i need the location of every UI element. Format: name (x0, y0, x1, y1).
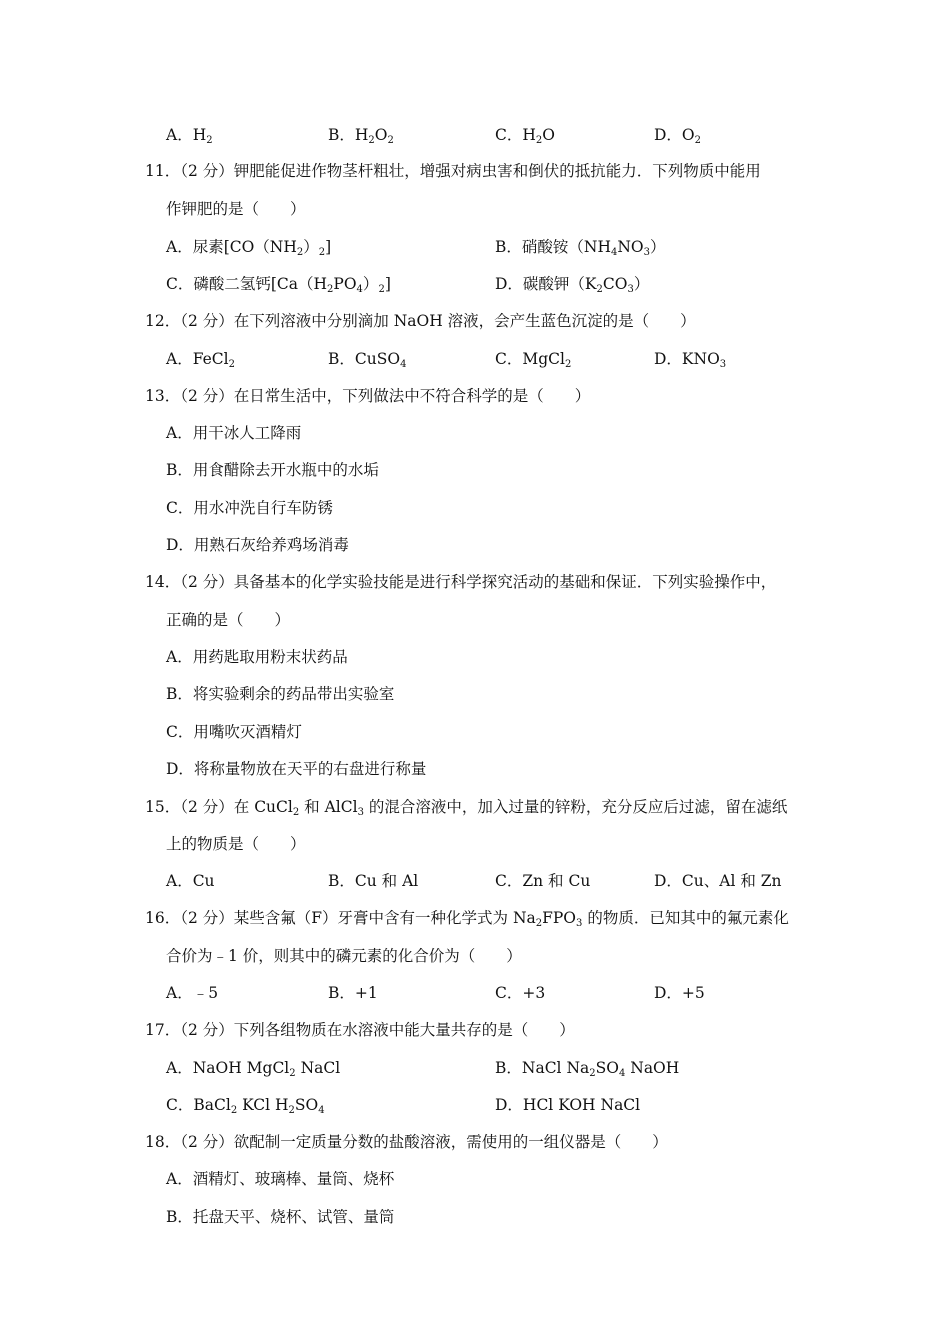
q17-option-c: C．BaCl$_2$ KCl $H_2SO_4$ (166, 1096, 325, 1116)
q15-option-a: A．Cu (166, 872, 215, 890)
q18-option-a: A．酒精灯、玻璃棒、量筒、烧杯 (166, 1170, 395, 1188)
q16-option-a: A．﹣5 (166, 984, 219, 1002)
q11-option-c: C．磷酸二氢钙$[Ca(H_2PO_4)_2]$ (166, 275, 391, 295)
q15-stem-line1: 15．（2 分）在 CuCl$_2$ 和 AlCl$_3$ 的混合溶液中，加入过量的锌粉，充分反应后过滤，留在滤纸 (145, 798, 788, 818)
q11-option-d: D．碳酸钾$(K_2CO_3)$ (495, 275, 650, 295)
q15-option-b: B．Cu 和 Al (328, 872, 419, 890)
q14-stem-line2: 正确的是（ ） (166, 611, 291, 629)
q17-option-d: D．HCl KOH NaCl (495, 1096, 641, 1114)
q11-option-a: A．尿素$[CO(NH_2)_2]$ (166, 238, 332, 258)
q14-option-b: B．将实验剩余的药品带出实验室 (166, 685, 395, 703)
q11-option-b: B．硝酸铵$(NH_4NO_3)$ (495, 238, 666, 258)
q17-stem-line1: 17．（2 分）下列各组物质在水溶液中能大量共存的是（ ） (145, 1021, 575, 1039)
q12-option-d: D．$KNO_3$ (654, 350, 727, 370)
q16-option-b: B．+1 (328, 984, 378, 1002)
q15-stem-line2: 上的物质是（ ） (166, 835, 306, 853)
q11-stem-line1: 11．（2 分）钾肥能促进作物茎杆粗壮，增强对病虫害和倒伏的抵抗能力．下列物质中能用 (145, 162, 761, 180)
q12-stem-line1: 12．（2 分）在下列溶液中分别滴加 NaOH 溶液，会产生蓝色沉淀的是（ ） (145, 312, 696, 330)
q14-option-a: A．用药匙取用粉末状药品 (166, 648, 348, 666)
q14-option-c: C．用嘴吹灭酒精灯 (166, 723, 302, 741)
q10-option-d: D．$O_2$ (654, 126, 702, 146)
q13-stem-line1: 13．（2 分）在日常生活中，下列做法中不符合科学的是（ ） (145, 387, 591, 405)
q17-option-a: A．NaOH MgCl$_2$ NaCl (166, 1059, 341, 1079)
q12-option-c: C．MgCl$_2$ (495, 350, 572, 370)
q16-stem-line2: 合价为﹣1 价，则其中的磷元素的化合价为（ ） (166, 947, 522, 965)
q16-option-d: D．+5 (654, 984, 705, 1002)
q16-option-c: C．+3 (495, 984, 546, 1002)
q15-option-d: D．Cu、Al 和 Zn (654, 872, 782, 890)
q13-option-c: C．用水冲洗自行车防锈 (166, 499, 333, 517)
q13-option-d: D．用熟石灰给养鸡场消毒 (166, 536, 349, 554)
q13-option-b: B．用食醋除去开水瓶中的水垢 (166, 461, 379, 479)
q10-option-a: A．$H_2$ (166, 126, 213, 146)
q18-option-b: B．托盘天平、烧杯、试管、量筒 (166, 1208, 395, 1226)
q14-option-d: D．将称量物放在天平的右盘进行称量 (166, 760, 427, 778)
q18-stem-line1: 18．（2 分）欲配制一定质量分数的盐酸溶液，需使用的一组仪器是（ ） (145, 1133, 668, 1151)
q10-option-c: C．$H_2O$ (495, 126, 555, 146)
q17-option-b: B．NaCl $Na_2SO_4$ NaOH (495, 1059, 680, 1079)
q11-stem-line2: 作钾肥的是（ ） (166, 200, 306, 218)
q13-option-a: A．用干冰人工降雨 (166, 424, 302, 442)
q12-option-a: A．FeCl$_2$ (166, 350, 235, 370)
q12-option-b: B．CuSO$_4$ (328, 350, 407, 370)
q14-stem-line1: 14．（2 分）具备基本的化学实验技能是进行科学探究活动的基础和保证．下列实验操作中， (145, 573, 777, 591)
q16-stem-line1: 16．（2 分）某些含氟（F）牙膏中含有一种化学式为 $Na_2FPO_3$ 的物质．已知其中的氟元素化 (145, 909, 789, 929)
q10-option-b: B．$H_2O_2$ (328, 126, 394, 146)
q15-option-c: C．Zn 和 Cu (495, 872, 591, 890)
